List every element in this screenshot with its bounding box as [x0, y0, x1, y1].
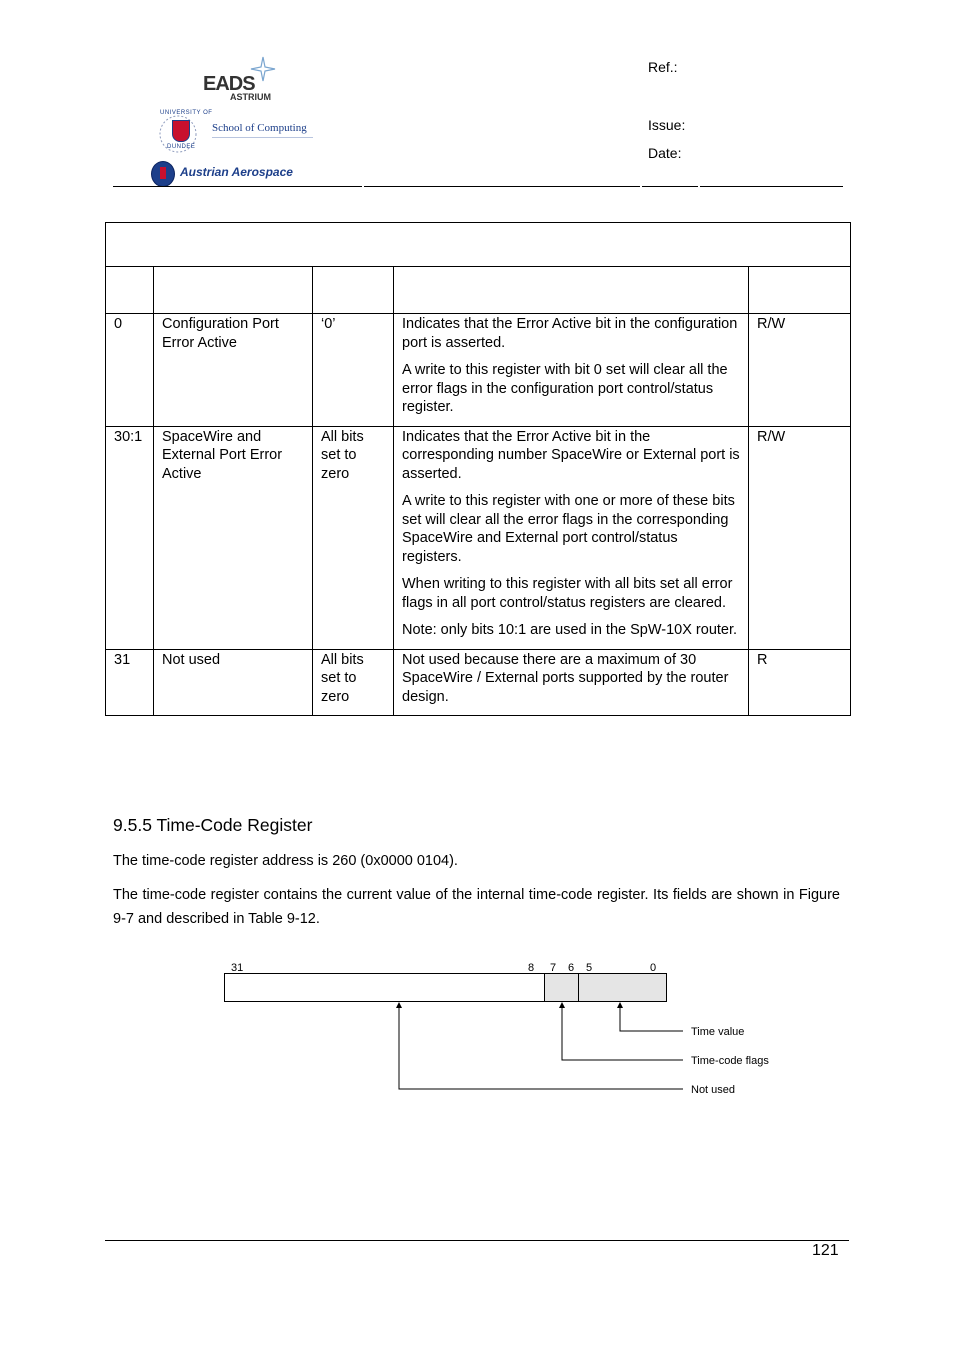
table-header-row	[106, 267, 851, 314]
table-header-cell	[106, 267, 154, 314]
table-row	[106, 314, 851, 427]
access-cell: R/W	[749, 314, 851, 427]
table-header-cell	[394, 267, 749, 314]
astrium-logo-text: ASTRIUM	[230, 92, 271, 102]
table-caption-row	[106, 223, 851, 267]
field-name-cell: Configuration Port Error Active	[154, 314, 313, 427]
description-paragraph: Indicates that the Error Active bit in the corresponding number SpaceWire or External port is asserted.	[402, 428, 740, 482]
dundee-logo	[150, 108, 335, 158]
header-rule	[700, 186, 843, 187]
date-label: Date:	[648, 145, 682, 161]
bit-label: 5	[586, 962, 593, 974]
not-used-field	[225, 974, 545, 1002]
field-name-cell: Not used	[154, 649, 313, 716]
description-paragraph: Note: only bits 10:1 are used in the SpW-10X router.	[402, 622, 738, 638]
bit-label: 6	[568, 962, 575, 974]
access-cell: R/W	[749, 426, 851, 649]
bit-label: 0	[650, 962, 657, 974]
field-name-cell: SpaceWire and External Port Error Active	[154, 426, 313, 649]
timecode-flags-field	[545, 974, 579, 1002]
description-cell	[394, 314, 749, 427]
callout-label: Time-code flags	[691, 1055, 769, 1067]
table-caption-cell	[106, 223, 851, 267]
access-cell: R	[749, 649, 851, 716]
register-fields-table	[105, 222, 851, 716]
not-used-leader	[399, 1004, 683, 1089]
reset-value-cell: ‘0’	[313, 314, 394, 427]
dundee-name-text: DUNDEE	[167, 144, 196, 150]
bit-label: 7	[550, 962, 557, 974]
description-paragraph: When writing to this register with all bits set all error flags in all port control/status registers are cleared.	[402, 576, 733, 611]
table-header-cell	[313, 267, 394, 314]
time-value-field	[579, 974, 667, 1002]
header-rule	[364, 186, 640, 187]
table-header-cell	[749, 267, 851, 314]
table-row	[106, 649, 851, 716]
description-paragraph: Indicates that the Error Active bit in the configuration port is asserted.	[402, 316, 738, 351]
body-paragraph: The time-code register address is 260 (0x0000 0104).	[113, 853, 458, 869]
bit-cell: 30:1	[106, 426, 154, 649]
austrian-aerospace-text: Austrian Aerospace	[180, 165, 293, 179]
arrowhead-icon	[559, 1002, 565, 1008]
description-paragraph: Not used because there are a maximum of 30 SpaceWire / External ports supported by the router design.	[402, 651, 729, 705]
eads-logo-text: EADS	[203, 73, 255, 95]
description-cell	[394, 426, 749, 649]
issue-label: Issue:	[648, 117, 686, 133]
star-icon	[241, 55, 277, 83]
eads-astrium-logo	[203, 55, 283, 105]
description-paragraph: A write to this register with bit 0 set will clear all the error flags in the configuration port control/status register.	[402, 362, 728, 415]
bit-label: 8	[528, 962, 535, 974]
austrian-aerospace-logo	[150, 160, 350, 188]
time-value-leader	[620, 1004, 683, 1031]
description-cell	[394, 649, 749, 716]
bit-cell: 31	[106, 649, 154, 716]
bit-cell: 0	[106, 314, 154, 427]
section-heading: 9.5.5 Time-Code Register	[113, 815, 313, 835]
footer-rule	[105, 1240, 849, 1241]
reset-value-cell: All bits set to zero	[313, 426, 394, 649]
arrowhead-icon	[617, 1002, 623, 1008]
bit-label: 31	[231, 962, 244, 974]
header-rule	[113, 186, 362, 187]
timecode-register-figure	[0, 950, 954, 1110]
table-row	[106, 426, 851, 649]
arrowhead-icon	[396, 1002, 402, 1008]
body-paragraph: The time-code register contains the current value of the internal time-code register. Its fields are shown in Figure 9-7 and described in Table 9-12.	[113, 887, 840, 927]
callout-label: Time value	[691, 1026, 745, 1038]
description-paragraph: A write to this register with one or more of these bits set will clear all the error flags in the corresponding SpaceWire and External port control/status registers.	[402, 493, 735, 565]
dundee-crest-icon	[172, 120, 190, 142]
reset-value-cell: All bits set to zero	[313, 649, 394, 716]
school-of-computing-text: School of Computing	[212, 121, 313, 138]
ref-label: Ref.:	[648, 59, 678, 75]
dundee-university-text: UNIVERSITY OF	[160, 110, 213, 116]
table-header-cell	[154, 267, 313, 314]
callout-label: Not used	[691, 1084, 736, 1096]
austrian-aerospace-emblem-icon	[151, 161, 175, 187]
header-rule	[642, 186, 698, 187]
timecode-flags-leader	[562, 1004, 683, 1060]
page-number: 121	[812, 1242, 839, 1259]
